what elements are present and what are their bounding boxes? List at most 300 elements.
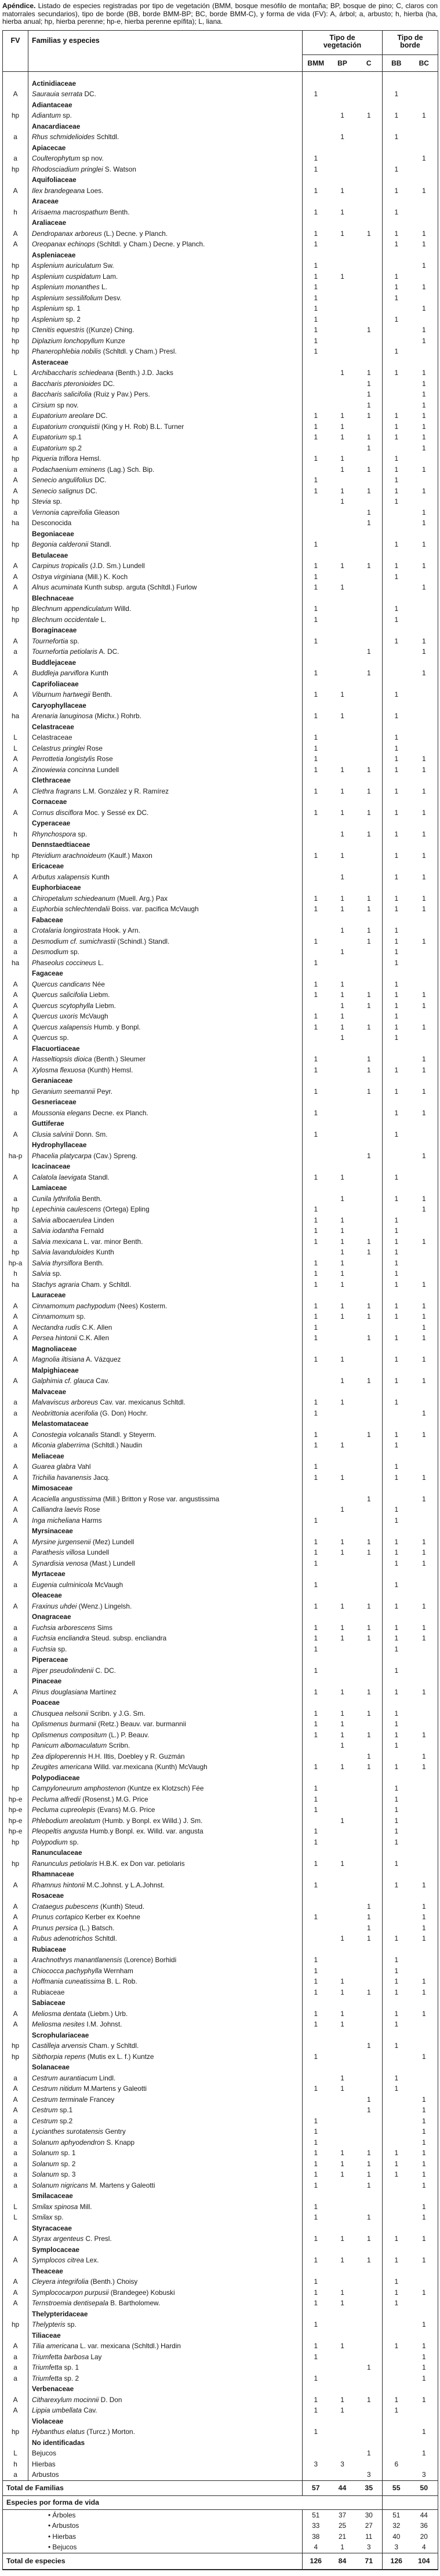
c-value-cell (356, 625, 383, 636)
species-row (3, 807, 438, 818)
c-value-cell (356, 1440, 383, 1451)
life-form-cell: A (3, 486, 28, 497)
bb-value-cell (383, 1773, 410, 1784)
bmm-value-cell: 1 (314, 1258, 318, 1267)
bp-value-cell (329, 2384, 356, 2395)
bp-value-cell (329, 861, 356, 872)
family-name: Lauraceae (28, 1290, 303, 1301)
family-name: Caprifoliaceae (28, 679, 303, 690)
species-row (3, 368, 438, 379)
col-group-border (383, 30, 438, 54)
species-row (3, 1504, 438, 1515)
species-row (3, 1258, 438, 1269)
c-value-cell (356, 2405, 383, 2416)
c-value-cell: 1 (356, 443, 383, 454)
bc-value-cell: 1 (421, 304, 426, 313)
bc-value-cell (410, 1826, 438, 1837)
bb-value-cell (383, 2352, 410, 2363)
c-value-cell (356, 2116, 383, 2127)
species-row (3, 1815, 438, 1827)
bb-value-cell: 1 (394, 2149, 399, 2157)
species-name: Phlebodium areolatum (Humb. y Bonpl. ex Willd.) J. Sm. (28, 1815, 303, 1827)
bb-value-cell: 1 (394, 2395, 399, 2404)
c-value-cell (356, 271, 383, 282)
bb-value-cell: 1 (394, 1108, 399, 1117)
bmm-value-cell: 1 (314, 2299, 318, 2308)
c-value-cell (356, 2298, 383, 2309)
bc-value-cell (410, 1515, 438, 1526)
bp-value-cell: 1 (340, 1301, 344, 1310)
bb-value-cell (383, 1151, 410, 1162)
c-value-cell: 1 (356, 2148, 383, 2159)
life-form-cell: A (3, 1537, 28, 1548)
bmm-value-cell: 1 (314, 2374, 318, 2382)
species-row (3, 2202, 438, 2213)
c-value-cell (356, 2266, 383, 2277)
bmm-value-cell: 1 (314, 1516, 318, 1525)
bb-value-cell (383, 1290, 410, 1301)
bp-value-cell (329, 2137, 356, 2148)
bc-value-cell: 1 (421, 2256, 426, 2265)
lifeform-row-shrubs (3, 2520, 438, 2531)
species-name: Phanerophlebia nobilis (Schltdl. y Cham.) Presl. (28, 346, 303, 357)
life-form-cell: a (3, 464, 28, 475)
species-row (3, 1279, 438, 1290)
bb-value-cell (383, 2212, 410, 2223)
bb-value-cell (383, 2437, 410, 2448)
bb-value-cell: 1 (394, 1795, 399, 1803)
bc-value-cell (410, 143, 438, 154)
bp-value-cell: 1 (340, 369, 344, 377)
bb-value-cell (383, 2469, 410, 2480)
bmm-value-cell: 1 (314, 1806, 318, 1814)
bmm-value-cell: 1 (314, 1301, 318, 1310)
species-row (3, 2352, 438, 2363)
bmm-value-cell: 1 (314, 2202, 318, 2211)
c-value-cell: 1 (356, 1376, 383, 1387)
bp-value-cell (329, 668, 356, 679)
bp-value-cell: 1 (340, 1602, 344, 1610)
family-name: Cyperaceae (28, 818, 303, 829)
bmm-value-cell (303, 1118, 329, 1129)
bmm-value-cell (303, 2266, 329, 2277)
species-row (3, 765, 438, 776)
total-families-bmm: 57 (303, 2480, 329, 2495)
c-value-cell (356, 1815, 383, 1827)
bmm-value-cell (303, 368, 329, 379)
life-form-cell (3, 2266, 28, 2277)
species-row (3, 1376, 438, 1387)
species-row (3, 132, 438, 143)
bc-value-cell (410, 1504, 438, 1515)
bmm-value-cell (303, 2094, 329, 2105)
bp-value-cell: 1 (340, 905, 344, 914)
family-name: Geraniaceae (28, 1075, 303, 1086)
life-form-cell: hp (3, 539, 28, 550)
bb-value-cell: 1 (394, 851, 399, 860)
c-value-cell (356, 164, 383, 175)
bp-value-cell (329, 2362, 356, 2373)
bp-value-cell (329, 1322, 356, 1333)
species-name: Eupatorium areolare DC. (28, 410, 303, 421)
c-value-cell (356, 293, 383, 304)
c-value-cell (356, 1161, 383, 1172)
species-row (3, 1730, 438, 1741)
species-name: Solanum sp. 3 (28, 2169, 303, 2180)
bc-value-cell: 1 (421, 937, 426, 945)
bmm-value-cell: 1 (314, 1473, 318, 1482)
bc-value-cell: 1 (421, 1301, 426, 1310)
c-value-cell (356, 143, 383, 154)
life-form-cell: a (3, 2362, 28, 2373)
bmm-value-cell: 1 (314, 2395, 318, 2404)
family-name: Verbenaceae (28, 2384, 303, 2395)
species-row (3, 1494, 438, 1505)
species-name: Zinowiewia concinna Lundell (28, 765, 303, 776)
bb-value-cell (383, 839, 410, 850)
family-name: Hydrophyllaceae (28, 1140, 303, 1151)
bp-value-cell (329, 915, 356, 926)
bb-value-cell: 1 (394, 948, 399, 956)
life-form-cell (3, 1365, 28, 1376)
c-value-cell (356, 1354, 383, 1365)
species-name: Triumfetta sp. 1 (28, 2362, 303, 2373)
bp-value-cell: 1 (340, 454, 344, 463)
family-row (3, 1569, 438, 1580)
family-row (3, 1611, 438, 1622)
bmm-value-cell: 1 (314, 1913, 318, 1922)
species-row (3, 1794, 438, 1805)
bp-value-cell (329, 1075, 356, 1086)
species-name: Oplismenus compositum (L.) P. Beauv. (28, 1730, 303, 1741)
life-form-cell: A (3, 185, 28, 197)
bb-value-cell: 1 (394, 2159, 399, 2168)
c-value-cell: 1 (356, 1912, 383, 1923)
bmm-value-cell (303, 1611, 329, 1622)
bb-value-cell (383, 2244, 410, 2255)
life-form-cell: A (3, 1880, 28, 1891)
trees-bc: 44 (420, 2510, 428, 2519)
bmm-value-cell (303, 2030, 329, 2041)
species-row (3, 2341, 438, 2352)
bb-value-cell: 1 (394, 1430, 399, 1439)
species-row (3, 2459, 438, 2470)
bmm-value-cell: 1 (314, 1580, 318, 1589)
bc-value-cell: 1 (421, 583, 426, 592)
c-value-cell (356, 1097, 383, 1108)
bc-value-cell: 1 (421, 1763, 426, 1771)
bc-value-cell: 1 (421, 336, 426, 345)
bmm-value-cell: 1 (314, 1859, 318, 1868)
life-form-cell: A (3, 1032, 28, 1043)
bc-value-cell (410, 207, 438, 218)
species-name: Pteridium arachnoideum (Kaulf.) Maxon (28, 850, 303, 861)
bmm-value-cell (303, 357, 329, 368)
bmm-value-cell: 1 (314, 669, 318, 678)
life-form-cell: A (3, 561, 28, 572)
family-row (3, 722, 438, 733)
bc-value-cell (410, 1794, 438, 1805)
species-row (3, 732, 438, 743)
bmm-value-cell: 1 (314, 2149, 318, 2157)
bc-value-cell: 1 (421, 2428, 426, 2436)
family-name: Euphorbiaceae (28, 882, 303, 893)
herbs-bb: 40 (392, 2532, 401, 2541)
bb-value-cell: 1 (394, 1934, 399, 1943)
bb-value-cell: 1 (394, 980, 399, 988)
bc-value-cell (410, 1440, 438, 1451)
species-row (3, 1054, 438, 1065)
species-name: Cunila lythrifolia Benth. (28, 1194, 303, 1205)
life-form-cell: a (3, 1194, 28, 1205)
species-name: Myrsine jurgensenii (Mez) Lundell (28, 1537, 303, 1548)
bc-value-cell: 1 (421, 465, 426, 474)
bb-value-cell (383, 1526, 410, 1537)
bb-value-cell (383, 389, 410, 400)
bp-value-cell: 1 (340, 1730, 344, 1739)
bb-value-cell (383, 2105, 410, 2116)
family-name: Araceae (28, 196, 303, 207)
species-name: Hierbas (28, 2459, 303, 2470)
bb-value-cell (383, 1569, 410, 1580)
bc-value-cell: 1 (421, 647, 426, 656)
bmm-value-cell (303, 657, 329, 668)
bb-value-cell: 1 (394, 894, 399, 903)
lianas-bp: 1 (340, 2543, 344, 2552)
family-name: Aspleniaceae (28, 250, 303, 261)
c-value-cell (356, 496, 383, 507)
bc-value-cell: 1 (421, 369, 426, 377)
species-row (3, 1032, 438, 1043)
life-form-cell: A (3, 1011, 28, 1022)
c-value-cell (356, 1569, 383, 1580)
bp-value-cell (329, 1140, 356, 1151)
bb-value-cell (383, 260, 410, 271)
species-row (3, 2148, 438, 2159)
bc-value-cell (410, 1654, 438, 1665)
bc-value-cell: 1 (421, 1194, 426, 1203)
bmm-value-cell (303, 915, 329, 926)
c-value-cell (356, 979, 383, 990)
species-name: Ranunculus petiolaris H.B.K. ex Don var. petiolaris (28, 1858, 303, 1869)
bb-value-cell (383, 121, 410, 132)
species-row (3, 2233, 438, 2244)
bc-value-cell: 1 (421, 1001, 426, 1010)
species-name: Quercus sp. (28, 1032, 303, 1043)
life-form-cell: A (3, 1065, 28, 1076)
bb-value-cell (383, 2126, 410, 2137)
bc-value-cell: 1 (421, 1205, 426, 1214)
bb-value-cell (383, 1075, 410, 1086)
bc-value-cell (410, 1719, 438, 1730)
bmm-value-cell (303, 2040, 329, 2051)
bp-value-cell: 1 (340, 2235, 344, 2243)
bp-value-cell: 1 (340, 229, 344, 238)
c-value-cell (356, 968, 383, 979)
species-name: Cirsium sp nov. (28, 400, 303, 411)
bb-value-cell (383, 2319, 410, 2330)
bp-value-cell (329, 818, 356, 829)
bp-value-cell: 1 (340, 497, 344, 506)
bc-value-cell (410, 132, 438, 143)
bp-value-cell: 1 (340, 926, 344, 935)
life-form-cell (3, 2330, 28, 2341)
species-name: Celastrus pringlei Rose (28, 743, 303, 754)
total-species-bc: 104 (410, 2553, 438, 2570)
species-name: Lycianthes surotatensis Gentry (28, 2126, 303, 2137)
bb-value-cell (383, 550, 410, 561)
life-form-cell (3, 1590, 28, 1601)
bb-value-cell (383, 379, 410, 390)
bp-value-cell: 1 (340, 690, 344, 699)
bmm-value-cell (303, 646, 329, 657)
species-row (3, 2073, 438, 2084)
bc-value-cell: 1 (421, 1065, 426, 1074)
life-form-cell (3, 593, 28, 604)
total-families-c: 35 (356, 2480, 383, 2495)
bb-value-cell: 1 (394, 744, 399, 752)
species-name: Rhynchospora sp. (28, 829, 303, 840)
bc-value-cell: 1 (421, 1880, 426, 1889)
bmm-value-cell (303, 1654, 329, 1665)
life-form-cell: a (3, 2137, 28, 2148)
family-row (3, 71, 438, 89)
c-value-cell: 1 (356, 1622, 383, 1633)
species-name: Salvia sp. (28, 1268, 303, 1279)
bc-value-cell: 1 (421, 1537, 426, 1546)
bb-value-cell: 1 (394, 1280, 399, 1289)
bp-value-cell (329, 2373, 356, 2384)
species-row (3, 872, 438, 883)
species-row (3, 1751, 438, 1762)
bmm-value-cell: 1 (314, 1269, 318, 1278)
life-form-cell: a (3, 1547, 28, 1558)
bc-value-cell: 3 (421, 2471, 426, 2479)
life-form-cell: hp (3, 260, 28, 271)
bc-value-cell (410, 1955, 438, 1966)
species-row (3, 1740, 438, 1751)
bmm-value-cell: 1 (314, 1023, 318, 1031)
species-name: Arenaria lanuginosa (Michx.) Rohrb. (28, 711, 303, 722)
species-row (3, 2009, 438, 2020)
bmm-value-cell: 1 (314, 572, 318, 581)
bb-value-cell: 1 (394, 1816, 399, 1825)
bb-value-cell (383, 2266, 410, 2277)
bp-value-cell: 1 (340, 1763, 344, 1771)
life-form-cell: a (3, 2373, 28, 2384)
life-form-cell (3, 882, 28, 893)
c-value-cell (356, 303, 383, 314)
c-value-cell: 1 (356, 561, 383, 572)
life-form-cell (3, 1075, 28, 1086)
species-name: Hoffmania cuneatissima B. L. Rob. (28, 1976, 303, 1987)
species-row (3, 2094, 438, 2105)
bp-value-cell: 1 (340, 422, 344, 431)
bb-value-cell (383, 1365, 410, 1376)
bb-value-cell (383, 196, 410, 207)
c-value-cell (356, 1515, 383, 1526)
life-form-cell: h (3, 829, 28, 840)
species-name: Prunus persica (L.) Batsch. (28, 1923, 303, 1934)
species-name: Baccharis salicifolia (Ruiz y Pav.) Pers. (28, 389, 303, 400)
species-row (3, 1408, 438, 1419)
c-value-cell (356, 1998, 383, 2009)
life-form-cell: A (3, 2009, 28, 2020)
species-row (3, 668, 438, 679)
family-row (3, 1418, 438, 1429)
bb-value-cell (383, 2180, 410, 2191)
c-value-cell: 1 (356, 110, 383, 121)
family-name: Aquifoliaceae (28, 174, 303, 185)
bb-value-cell (383, 882, 410, 893)
c-value-cell (356, 1268, 383, 1279)
species-name: Rhamnus hintonii M.C.Johnst. y L.A.Johnst. (28, 1880, 303, 1891)
bmm-value-cell: 1 (314, 1827, 318, 1836)
bc-value-cell: 1 (421, 1280, 426, 1289)
bp-value-cell: 1 (340, 1859, 344, 1868)
bmm-value-cell: 1 (314, 615, 318, 624)
bc-value-cell (410, 1140, 438, 1151)
c-value-cell (356, 1387, 383, 1398)
bmm-value-cell (303, 968, 329, 979)
species-row (3, 346, 438, 357)
bc-value-cell (410, 1783, 438, 1794)
bc-value-cell (410, 71, 438, 89)
bp-value-cell (329, 1804, 356, 1815)
family-row (3, 1290, 438, 1301)
bmm-value-cell: 1 (314, 1108, 318, 1117)
life-form-cell: A (3, 2276, 28, 2287)
life-form-cell: A (3, 1429, 28, 1440)
bc-value-cell (410, 818, 438, 829)
bmm-value-cell (303, 400, 329, 411)
bp-value-cell: 1 (340, 948, 344, 956)
bc-value-cell (410, 1043, 438, 1054)
bc-value-cell (410, 657, 438, 668)
bp-value-cell (329, 2191, 356, 2202)
life-form-cell (3, 100, 28, 111)
c-value-cell (356, 1837, 383, 1848)
species-row (3, 1708, 438, 1719)
bp-value-cell: 1 (340, 1355, 344, 1364)
bmm-value-cell (303, 121, 329, 132)
bp-value-cell: 1 (340, 433, 344, 442)
bmm-value-cell: 1 (314, 1666, 318, 1675)
family-row (3, 1183, 438, 1194)
life-form-cell (3, 1097, 28, 1108)
bmm-value-cell (303, 1751, 329, 1762)
bc-value-cell: 1 (421, 2288, 426, 2297)
species-name: Cleyera integrifolia (Benth.) Choisy (28, 2276, 303, 2287)
family-row (3, 1043, 438, 1054)
bc-value-cell (410, 1032, 438, 1043)
col-header-bb: BB (383, 54, 410, 71)
total-families-bb: 55 (383, 2480, 410, 2495)
species-row (3, 2019, 438, 2030)
family-row (3, 1847, 438, 1858)
bb-value-cell: 1 (394, 454, 399, 463)
c-value-cell: 1 (356, 1537, 383, 1548)
c-value-cell (356, 1043, 383, 1054)
species-row (3, 260, 438, 271)
species-row (3, 325, 438, 336)
species-name: Phaseolus coccineus L. (28, 958, 303, 969)
bp-value-cell: 1 (340, 1537, 344, 1546)
species-name: Stachys agraria Cham. y Schltdl. (28, 1279, 303, 1290)
bb-value-cell (383, 1912, 410, 1923)
life-form-cell: hp (3, 346, 28, 357)
bmm-value-cell (303, 1901, 329, 1912)
